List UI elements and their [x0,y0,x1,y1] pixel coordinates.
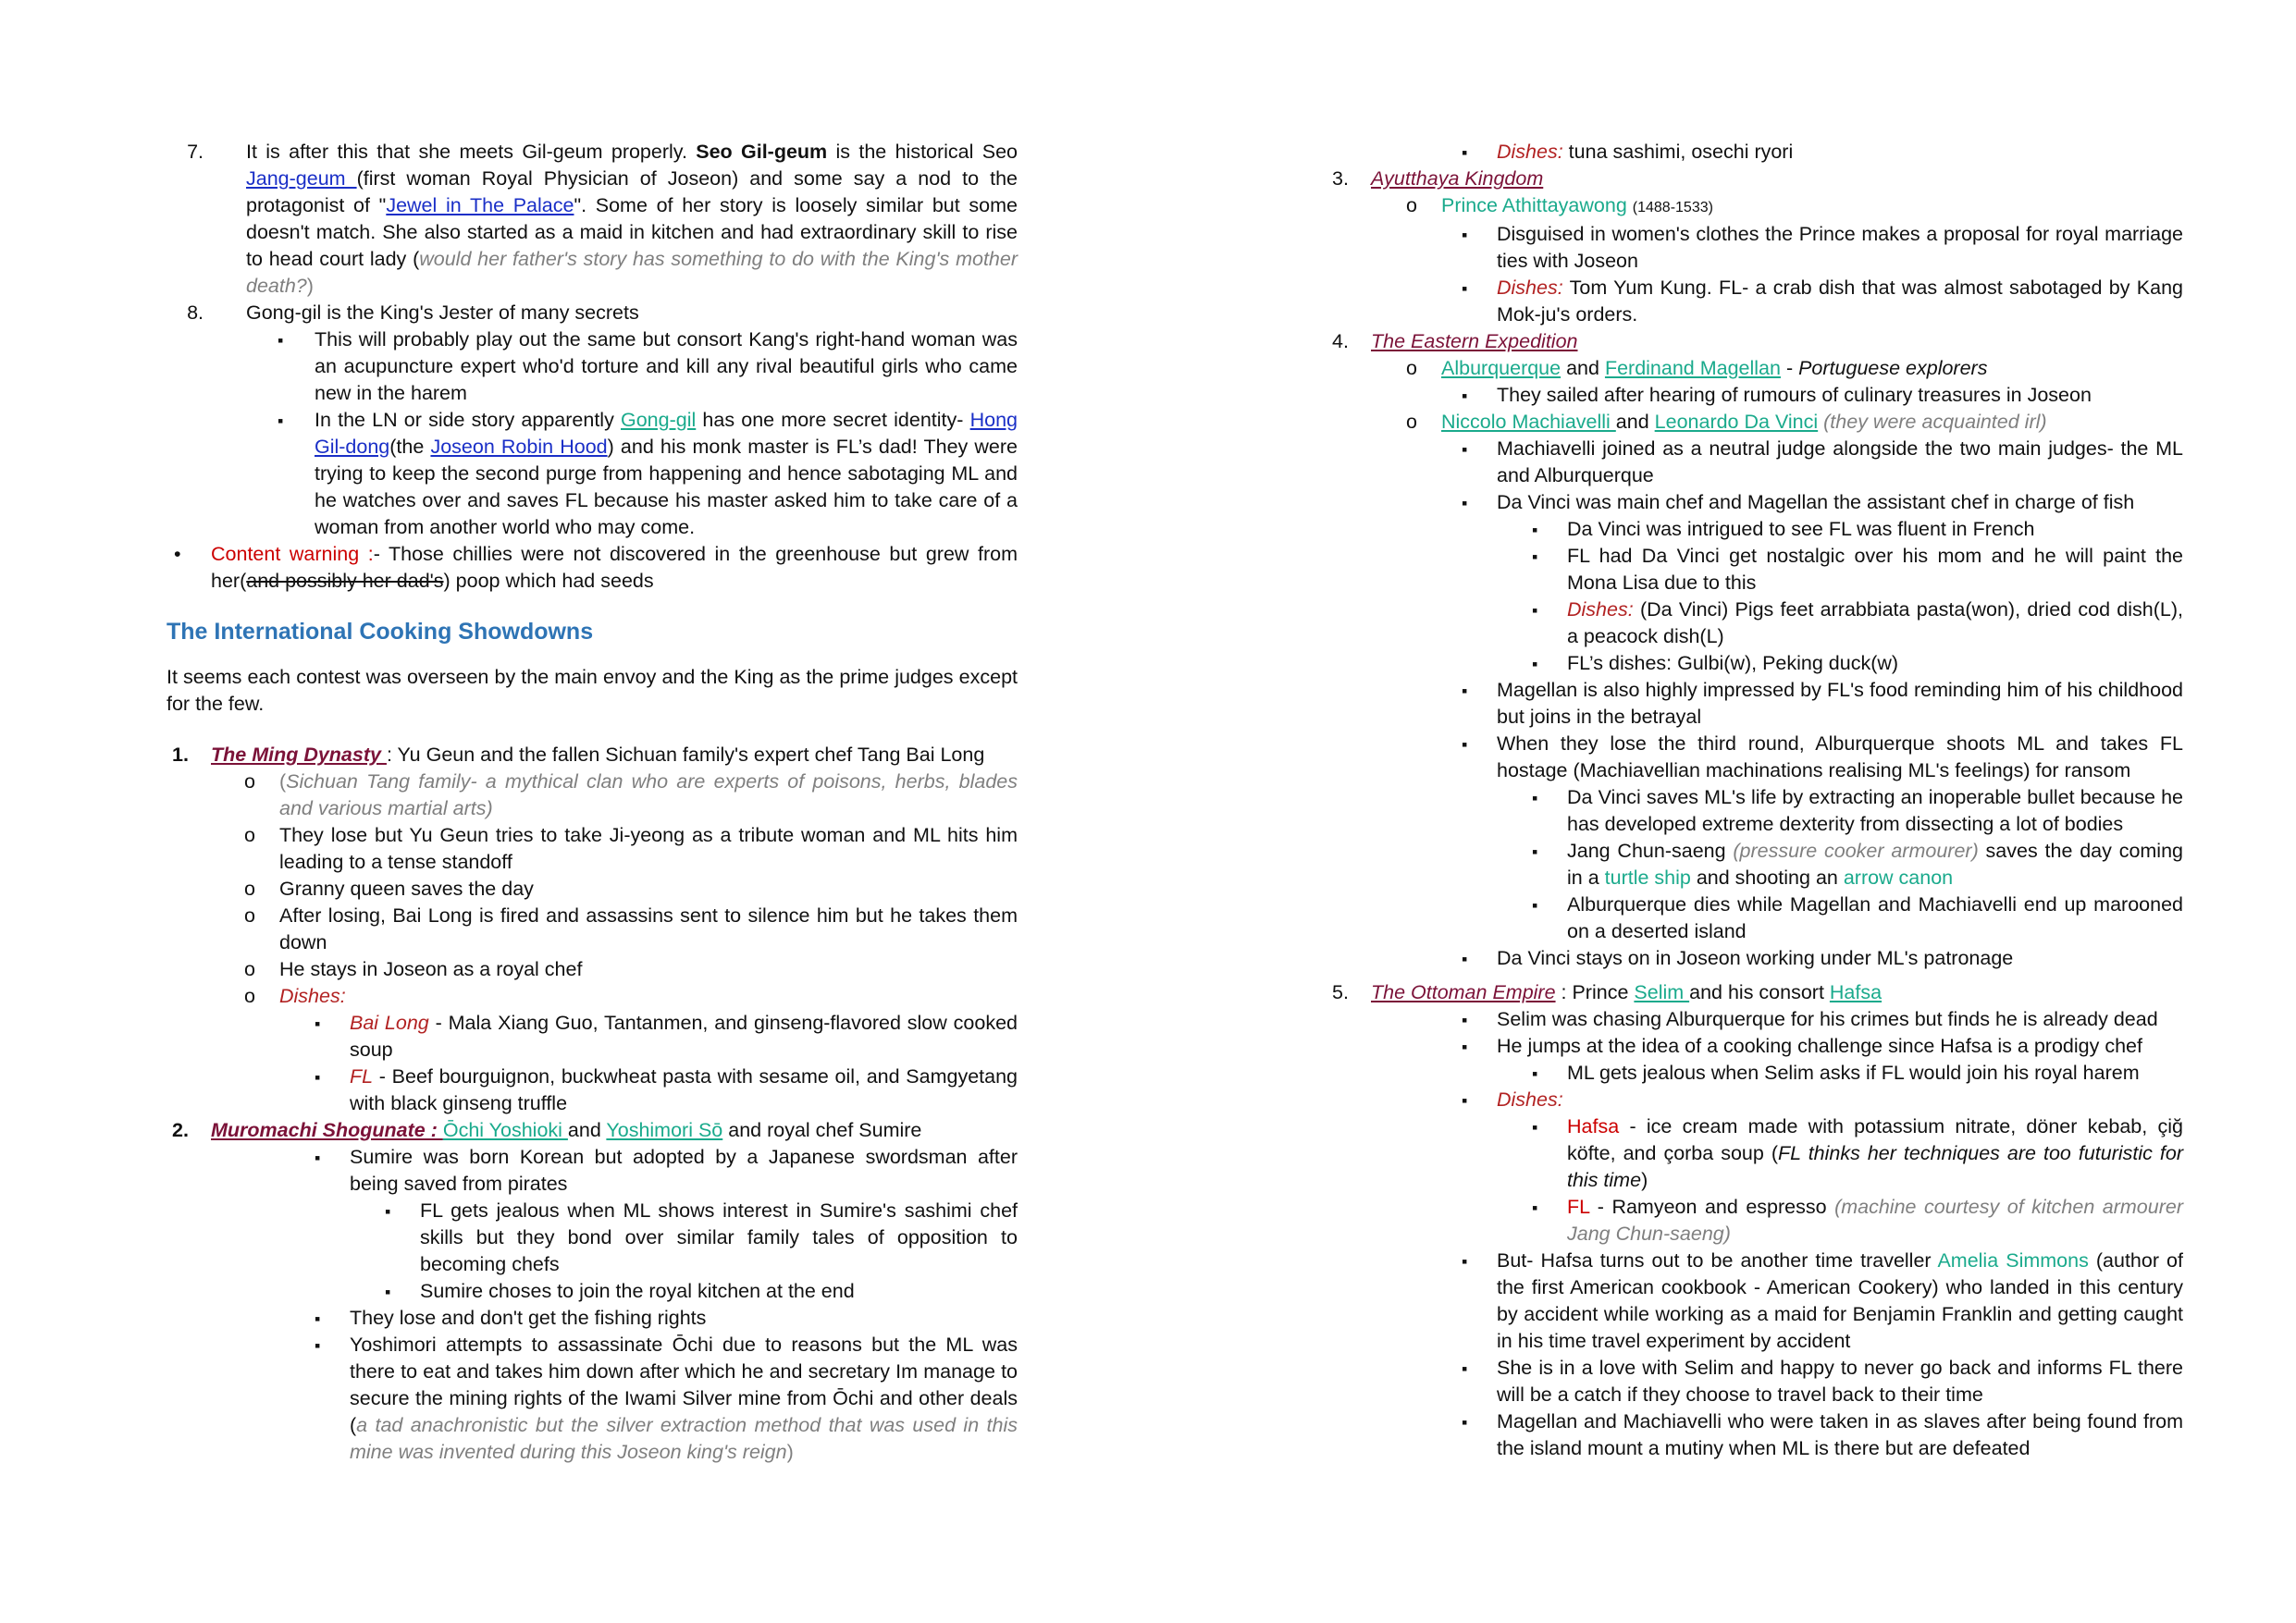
sub-sub-sub-bullet: ▪ Da Vinci saves ML's life by extracting an inoperable bullet because he has developed extreme dexterity from dissecting a lot of bodies [1332,784,2183,838]
sub-sub-bullet: ▪ ML gets jealous when Selim asks if FL would join his royal harem [1332,1060,2183,1087]
square-bullet-icon [1532,650,1537,678]
link-ferdinand-magellan[interactable]: Ferdinand Magellan [1604,357,1781,379]
sub-bullet: ▪ Yoshimori attempts to assassinate Ōchi due to reasons but the ML was there to eat and takes him down after which he and secretary Im manage to secure the mining rights of the Iwami Silver mine from Ōchi and other deals (a tad anachronistic but the silver extraction method that was used in this mine was invented during this Joseon king's reign) [167,1332,1018,1466]
square-bullet-icon [385,1278,390,1306]
list-number: 8. [187,301,204,324]
square-bullet-icon [1462,275,1467,302]
square-bullet-icon [1462,1033,1467,1061]
link-ottoman-empire[interactable]: The Ottoman Empire [1371,981,1556,1003]
square-bullet-icon [315,1144,320,1172]
sub-sub-bullet: ▪ Da Vinci was main chef and Magellan the assistant chef in charge of fish [1332,489,2183,516]
list-number: 3. [1332,167,1349,190]
sub-sub-sub-bullet: ▪ FL had Da Vinci get nostalgic over his mom and he will paint the Mona Lisa due to this [1332,543,2183,596]
circle-bullet-icon [1406,192,1417,219]
sub-bullet: ▪ Magellan and Machiavelli who were taken in as slaves after being found from the island mount a mutiny when ML is there but are defeated [1332,1408,2183,1462]
sub-bullet: o (Sichuan Tang family- a mythical clan who are experts of poisons, herbs, blades and various martial arts) [167,768,1018,822]
square-bullet-icon [315,1332,320,1359]
square-bullet-icon [1462,221,1467,249]
sub-bullet: ▪ Selim was chasing Alburquerque for his crimes but finds he is already dead [1332,1006,2183,1033]
list-item-ayutthaya [1332,166,2183,192]
link-jang-geum[interactable]: Jang-geum [246,167,357,190]
sub-sub-bullet: ▪ FL - Beef bourguignon, buckwheat pasta with sesame oil, and Samgyetang with black ginseng truffle [167,1064,1018,1117]
square-bullet-icon [1462,382,1467,410]
sub-sub-bullet: ▪ Dishes: Tom Yum Kung. FL- a crab dish that was almost sabotaged by Kang Mok-ju's orders. [1332,275,2183,328]
square-bullet-icon [1462,677,1467,705]
square-bullet-icon [1532,784,1537,812]
left-column [167,139,1018,1466]
sub-bullet: o Niccolo Machiavelli and Leonardo Da Vinci (they were acquainted irl) [1332,409,2183,436]
link-selim[interactable]: Selim [1634,981,1690,1003]
square-bullet-icon [278,407,283,435]
square-bullet-icon [315,1305,320,1333]
sub-sub-sub-bullet: ▪ FL’s dishes: Gulbi(w), Peking duck(w) [1332,650,2183,677]
sub-sub-sub-bullet: ▪ Da Vinci was intrigued to see FL was fluent in French [1332,516,2183,543]
link-gong-gil[interactable]: Gong-gil [621,409,697,431]
circle-bullet-icon [244,903,255,929]
square-bullet-icon [1532,1194,1537,1222]
square-bullet-icon [1462,489,1467,517]
square-bullet-icon [1462,731,1467,758]
sub-bullet: o Granny queen saves the day [167,876,1018,903]
list-number: 7. [187,141,204,163]
square-bullet-icon [1532,1060,1537,1088]
sub-bullet: ▪ They lose and don't get the fishing rights [167,1305,1018,1332]
list-item-7: 7. It is after this that she meets Gil-geum properly. Seo Gil-geum is the historical Seo Jang-geum (first woman Royal Physician of Joseon) and some say a nod to the protagonist of "Jewel in The Palace". Some of her story is loosely similar but some doesn't match. She also started as a maid in kitchen and had extraordinary skill to rise to head court lady (would her father's story has something to do with the King's mother death?) [167,139,1018,300]
square-bullet-icon [1462,945,1467,973]
link-niccolo-machiavelli[interactable]: Niccolo Machiavelli [1441,411,1616,433]
link-yoshimori-so[interactable]: Yoshimori Sō [606,1119,723,1141]
square-bullet-icon [1532,516,1537,544]
link-alburquerque[interactable]: Alburquerque [1441,357,1562,379]
link-hafsa[interactable]: Hafsa [1829,981,1882,1003]
square-bullet-icon [315,1010,320,1038]
circle-bullet-icon [244,768,255,795]
sub-sub-bullet: ▪ FL - Ramyeon and espresso (machine courtesy of kitchen armourer Jang Chun-saeng) [1332,1194,2183,1248]
link-jewel-in-the-palace[interactable]: Jewel in The Palace [386,194,574,216]
sub-bullet: ▪ In the LN or side story apparently Gong-gil has one more secret identity- Hong Gil-dong(the Joseon Robin Hood) and his monk master is FL’s dad! They were trying to keep the second purge from happening and hence sabotaging ML and he watches over and saves FL because his master asked him to take care of a woman from another world who may come. [167,407,1018,541]
list-item-ottoman-empire: 5. The Ottoman Empire : Prince Selim and his consort Hafsa [1332,979,2183,1006]
sub-bullet: ▪ He jumps at the idea of a cooking challenge since Hafsa is a prodigy chef [1332,1033,2183,1060]
list-number: 2. [172,1119,189,1141]
square-bullet-icon [1462,1006,1467,1034]
right-column [1332,139,2183,1462]
link-hong-gil-dong[interactable]: Hong Gil-dong [315,409,1018,458]
sub-sub-bullet: ▪ They sailed after hearing of rumours of culinary treasures in Joseon [1332,382,2183,409]
circle-bullet-icon [1406,409,1417,436]
sub-sub-bullet: ▪ Hafsa - ice cream made with potassium nitrate, döner kebab, çiğ köfte, and çorba soup (FL thinks her techniques are too futuristic for this time) [1332,1113,2183,1194]
square-bullet-icon [1532,543,1537,571]
link-eastern-expedition[interactable]: The Eastern Expedition [1371,330,1578,352]
square-bullet-icon [1532,838,1537,866]
section-heading: The International Cooking Showdowns [167,619,594,645]
circle-bullet-icon [1406,355,1417,382]
square-bullet-icon [1532,1113,1537,1141]
sub-sub-bullet: ▪ Bai Long - Mala Xiang Guo, Tantanmen, and ginseng-flavored slow cooked soup [167,1010,1018,1064]
square-bullet-icon [385,1198,390,1225]
square-bullet-icon [1462,1248,1467,1275]
sub-sub-bullet: ▪ Disguised in women's clothes the Prince makes a proposal for royal marriage ties with Joseon [1332,221,2183,275]
link-ochi-yoshioki[interactable]: Ōchi Yoshioki [442,1119,568,1141]
sub-bullet: ▪ Dishes: [1332,1087,2183,1113]
sub-sub-sub-bullet: ▪ Jang Chun-saeng (pressure cooker armourer) saves the day coming in a turtle ship and shooting an arrow canon [1332,838,2183,891]
list-number: 5. [1332,981,1349,1003]
circle-bullet-icon [244,956,255,983]
square-bullet-icon [1462,1355,1467,1383]
sub-sub-sub-bullet: ▪ Alburquerque dies while Magellan and Machiavelli end up marooned on a deserted island [1332,891,2183,945]
list-item-eastern-expedition [1332,328,2183,355]
sub-bullet: o Dishes: [167,983,1018,1010]
sub-sub-bullet: ▪ FL gets jealous when ML shows interest in Sumire's sashimi chef skills but they bond over similar family tales of opposition to becoming chefs [167,1198,1018,1278]
square-bullet-icon [1462,139,1467,166]
list-number: 1. [172,744,189,766]
sub-sub-sub-bullet: ▪ Dishes: (Da Vinci) Pigs feet arrabbiata pasta(won), dried cod dish(L), a peacock dish(L) [1332,596,2183,650]
sub-bullet: o Alburquerque and Ferdinand Magellan - Portuguese explorers [1332,355,2183,382]
intro-paragraph: It seems each contest was overseen by the main envoy and the King as the prime judges except for the few. [167,666,1018,715]
circle-bullet-icon [244,876,255,903]
circle-bullet-icon [244,983,255,1010]
sub-sub-bullet: ▪ Magellan is also highly impressed by FL's food reminding him of his childhood but joins in the betrayal [1332,677,2183,731]
list-number: 4. [1332,330,1349,352]
sub-bullet: o Prince Athittayawong (1488-1533) [1332,192,2183,221]
sub-sub-bullet: ▪ When they lose the third round, Alburquerque shoots ML and takes FL hostage (Machiavellian machinations realising ML's feelings) for ransom [1332,731,2183,784]
sub-sub-bullet: ▪ Da Vinci stays on in Joseon working under ML's patronage [1332,945,2183,972]
content-warning: • Content warning :- Those chillies were not discovered in the greenhouse but grew from her(and possibly her dad's) poop which had seeds [167,541,1018,595]
list-item-muromachi: 2. Muromachi Shogunate : Ōchi Yoshioki and Yoshimori Sō and royal chef Sumire [167,1117,1018,1144]
sub-bullet: o They lose but Yu Geun tries to take Ji-yeong as a tribute woman and ML hits him leading to a tense standoff [167,822,1018,876]
link-leonardo-da-vinci[interactable]: Leonardo Da Vinci [1654,411,1819,433]
list-item-ming: 1. The Ming Dynasty : Yu Geun and the fallen Sichuan family's expert chef Tang Bai Long [167,742,1018,768]
square-bullet-icon [278,326,283,354]
square-bullet-icon [315,1064,320,1091]
sub-bullet: ▪ Sumire was born Korean but adopted by a Japanese swordsman after being saved from pirates [167,1144,1018,1198]
sub-sub-bullet: ▪ Sumire choses to join the royal kitchen at the end [167,1278,1018,1305]
sub-sub-bullet: ▪ Machiavelli joined as a neutral judge alongside the two main judges- the ML and Alburquerque [1332,436,2183,489]
square-bullet-icon [1462,1408,1467,1436]
sub-bullet: ▪ She is in a love with Selim and happy to never go back and informs FL there will be a catch if they choose to travel back to their time [1332,1355,2183,1408]
circle-bullet-icon [244,822,255,849]
square-bullet-icon [1532,891,1537,919]
link-muromachi-shogunate[interactable]: Muromachi Shogunate : [211,1119,443,1141]
sub-bullet: o He stays in Joseon as a royal chef [167,956,1018,983]
sub-bullet: o After losing, Bai Long is fired and assassins sent to silence him but he takes them down [167,903,1018,956]
sub-bullet: ▪ But- Hafsa turns out to be another time traveller Amelia Simmons (author of the first American cookbook - American Cookery) who landed in this century by accident while working as a maid for Benjamin Franklin and getting caught in his time travel experiment by accident [1332,1248,2183,1355]
link-joseon-robin-hood[interactable]: Joseon Robin Hood [430,436,608,458]
square-bullet-icon [1462,1087,1467,1114]
square-bullet-icon [1462,436,1467,463]
sub-bullet: ▪ Dishes: tuna sashimi, osechi ryori [1332,139,2183,166]
sub-bullet: ▪ This will probably play out the same but consort Kang's right-hand woman was an acupuncture expert who'd torture and kill any rival beautiful girls who came new in the harem [167,326,1018,407]
link-ming-dynasty[interactable]: The Ming Dynasty [211,744,387,766]
list-item-8: 8. Gong-gil is the King's Jester of many secrets [167,300,1018,326]
dot-bullet-icon [174,541,181,568]
square-bullet-icon [1532,596,1537,624]
link-ayutthaya-kingdom[interactable]: Ayutthaya Kingdom [1371,167,1544,190]
